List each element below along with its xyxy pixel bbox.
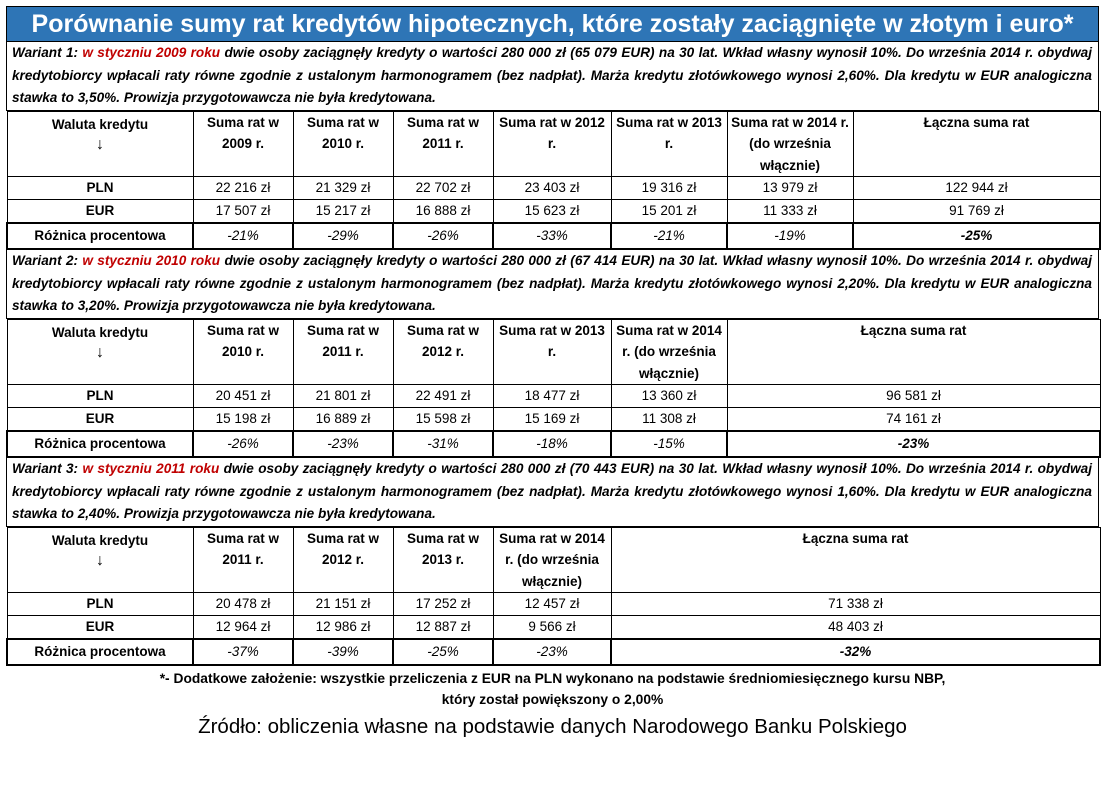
value-cell: 22 702 zł (393, 177, 493, 200)
difference-label: Różnica procentowa (7, 639, 193, 665)
value-cell: 15 169 zł (493, 408, 611, 432)
total-column-header (853, 111, 1100, 177)
difference-label: Różnica procentowa (7, 431, 193, 457)
year-column-header (393, 111, 493, 177)
year-column-header (293, 319, 393, 385)
header-text: Suma rat w 2011 r. (306, 322, 380, 359)
header-text: Waluta kredytu (51, 532, 149, 548)
difference-cell: -23% (493, 639, 611, 665)
header-text: Suma rat w 2012 r. (499, 114, 605, 151)
value-cell: 9 566 zł (493, 616, 611, 640)
difference-cell: -25% (393, 639, 493, 665)
header-text: Suma rat w 2013 r. (406, 530, 480, 567)
variant-2-description (6, 250, 1099, 319)
value-cell: 20 451 zł (193, 385, 293, 408)
variant-date-highlight: w styczniu 2010 roku (82, 253, 221, 268)
header-text: Suma rat w 2014 r. (do września włącznie) (731, 114, 849, 173)
header-row (7, 527, 1100, 593)
variant-3-table (6, 527, 1101, 667)
value-cell: 16 888 zł (393, 200, 493, 224)
currency-column-header (7, 527, 193, 593)
percentage-difference-row (7, 431, 1100, 457)
year-column-header (193, 527, 293, 593)
year-column-header (493, 319, 611, 385)
header-text: Suma rat w 2013 r. (499, 322, 605, 359)
difference-cell: -23% (293, 431, 393, 457)
year-column-header (493, 527, 611, 593)
header-text: Suma rat w 2011 r. (206, 530, 280, 567)
down-arrow-icon: ↓ (96, 344, 104, 361)
value-cell: 18 477 zł (493, 385, 611, 408)
value-cell: 23 403 zł (493, 177, 611, 200)
variant-2-table (6, 319, 1101, 459)
page-title: Porównanie sumy rat kredytów hipotecznych, które zostały zaciągnięte w złotym i euro* (6, 6, 1099, 42)
value-cell: 12 986 zł (293, 616, 393, 640)
currency-column-header (7, 111, 193, 177)
down-arrow-icon: ↓ (96, 136, 104, 153)
currency-row-pln (7, 593, 1100, 616)
header-text: Łączna suma rat (860, 322, 967, 338)
currency-column-header (7, 319, 193, 385)
total-cell: 96 581 zł (727, 385, 1100, 408)
year-column-header (393, 527, 493, 593)
value-cell: 11 333 zł (727, 200, 853, 224)
value-cell: 12 887 zł (393, 616, 493, 640)
value-cell: 12 457 zł (493, 593, 611, 616)
difference-cell: -19% (727, 223, 853, 249)
row-label: EUR (7, 616, 193, 640)
value-cell: 12 964 zł (193, 616, 293, 640)
value-cell: 15 198 zł (193, 408, 293, 432)
variant-date-highlight: w styczniu 2009 roku (82, 45, 221, 60)
header-text: Łączna suma rat (923, 114, 1030, 130)
difference-cell: -37% (193, 639, 293, 665)
difference-total-cell: -25% (853, 223, 1100, 249)
value-cell: 13 360 zł (611, 385, 727, 408)
difference-cell: -21% (193, 223, 293, 249)
total-cell: 122 944 zł (853, 177, 1100, 200)
header-text: Suma rat w 2012 r. (306, 530, 380, 567)
header-row (7, 111, 1100, 177)
row-label: PLN (7, 593, 193, 616)
row-label: PLN (7, 385, 193, 408)
variant-date-highlight: w styczniu 2011 roku (82, 461, 220, 476)
year-column-header (193, 319, 293, 385)
variant-details: dwie osoby zaciągnęły kredyty o wartości 280 000 zł (70 443 EUR) na 30 lat. Wkład własny wynosił 10%. Do września 2014 r. obydwaj kredytobiorcy wpłacali raty równe zgodnie z ustalonym harmonogramem (bez nadpłat). Marża kredytu złotówkowego wynosi 1,60%. Dla kredytu w EUR analogiczna stawka to 2,40%. Prowizja przygotowawcza nie była kredytowana. (12, 461, 1092, 521)
value-cell: 16 889 zł (293, 408, 393, 432)
year-column-header (611, 319, 727, 385)
difference-cell: -26% (393, 223, 493, 249)
header-text: Suma rat w 2013 r. (616, 114, 722, 151)
variant-3-description (6, 458, 1099, 527)
currency-row-eur (7, 408, 1100, 432)
percentage-difference-row (7, 639, 1100, 665)
value-cell: 15 623 zł (493, 200, 611, 224)
header-text: Suma rat w 2010 r. (206, 322, 280, 359)
value-cell: 15 598 zł (393, 408, 493, 432)
variant-1-table (6, 111, 1101, 251)
currency-row-eur (7, 616, 1100, 640)
down-arrow-icon: ↓ (96, 552, 104, 569)
currency-row-pln (7, 177, 1100, 200)
source-note: Źródło: obliczenia własne na podstawie danych Narodowego Banku Polskiego (198, 715, 907, 738)
variant-label: Wariant 2: (12, 253, 83, 268)
total-column-header (611, 527, 1100, 593)
total-cell: 91 769 zł (853, 200, 1100, 224)
value-cell: 15 217 zł (293, 200, 393, 224)
value-cell: 15 201 zł (611, 200, 727, 224)
value-cell: 17 507 zł (193, 200, 293, 224)
difference-cell: -15% (611, 431, 727, 457)
variant-details: dwie osoby zaciągnęły kredyty o wartości 280 000 zł (65 079 EUR) na 30 lat. Wkład własny wynosił 10%. Do września 2014 r. obydwaj kredytobiorcy wpłacali raty równe zgodnie z ustalonym harmonogramem (bez nadpłat). Marża kredytu złotówkowego wynosi 2,60%. Dla kredytu w EUR analogiczna stawka to 3,50%. Prowizja przygotowawcza nie była kredytowana. (12, 45, 1093, 105)
total-cell: 71 338 zł (611, 593, 1100, 616)
difference-cell: -33% (493, 223, 611, 249)
row-label: EUR (7, 408, 193, 432)
variant-1-description (6, 42, 1099, 111)
value-cell: 21 329 zł (293, 177, 393, 200)
value-cell: 21 801 zł (293, 385, 393, 408)
header-text: Waluta kredytu (51, 116, 149, 132)
year-column-header (493, 111, 611, 177)
year-column-header (193, 111, 293, 177)
header-text: Suma rat w 2014 r. (do września włącznie) (616, 322, 722, 381)
header-text: Suma rat w 2011 r. (406, 114, 480, 151)
variant-label: Wariant 3: (12, 461, 83, 476)
footnote-line-1: *- Dodatkowe założenie: wszystkie przeliczenia z EUR na PLN wykonano na podstawie średniomiesięcznego kursu NBP, (159, 671, 946, 686)
difference-total-cell: -23% (727, 431, 1100, 457)
difference-cell: -29% (293, 223, 393, 249)
header-text: Suma rat w 2012 r. (406, 322, 480, 359)
header-text: Suma rat w 2014 r. (do września włącznie) (499, 530, 605, 589)
difference-cell: -18% (493, 431, 611, 457)
header-text: Waluta kredytu (51, 324, 149, 340)
footnote-line-2: który został powiększony o 2,00% (441, 692, 664, 707)
year-column-header (727, 111, 853, 177)
value-cell: 17 252 zł (393, 593, 493, 616)
variant-details: dwie osoby zaciągnęły kredyty o wartości 280 000 zł (67 414 EUR) na 30 lat. Wkład własny wynosił 10%. Do września 2014 r. obydwaj kredytobiorcy wpłacali raty równe zgodnie z ustalonym harmonogramem (bez nadpłat). Marża kredytu złotówkowego wynosi 2,20%. Dla kredytu w EUR analogiczna stawka to 3,20%. Prowizja przygotowawcza nie była kredytowana. (12, 253, 1093, 313)
value-cell: 22 216 zł (193, 177, 293, 200)
value-cell: 13 979 zł (727, 177, 853, 200)
year-column-header (611, 111, 727, 177)
total-column-header (727, 319, 1100, 385)
value-cell: 21 151 zł (293, 593, 393, 616)
total-cell: 74 161 zł (727, 408, 1100, 432)
year-column-header (293, 527, 393, 593)
row-label: EUR (7, 200, 193, 224)
variant-label: Wariant 1: (12, 45, 83, 60)
total-cell: 48 403 zł (611, 616, 1100, 640)
difference-cell: -21% (611, 223, 727, 249)
variants-container (6, 42, 1099, 666)
value-cell: 19 316 zł (611, 177, 727, 200)
difference-cell: -26% (193, 431, 293, 457)
header-text: Suma rat w 2010 r. (306, 114, 380, 151)
difference-label: Różnica procentowa (7, 223, 193, 249)
difference-total-cell: -32% (611, 639, 1100, 665)
currency-row-eur (7, 200, 1100, 224)
header-text: Suma rat w 2009 r. (206, 114, 280, 151)
year-column-header (393, 319, 493, 385)
currency-row-pln (7, 385, 1100, 408)
difference-cell: -31% (393, 431, 493, 457)
header-row (7, 319, 1100, 385)
difference-cell: -39% (293, 639, 393, 665)
value-cell: 20 478 zł (193, 593, 293, 616)
page (6, 0, 1099, 741)
percentage-difference-row (7, 223, 1100, 249)
row-label: PLN (7, 177, 193, 200)
footnote (6, 668, 1099, 710)
header-text: Łączna suma rat (802, 530, 909, 546)
year-column-header (293, 111, 393, 177)
value-cell: 11 308 zł (611, 408, 727, 432)
value-cell: 22 491 zł (393, 385, 493, 408)
